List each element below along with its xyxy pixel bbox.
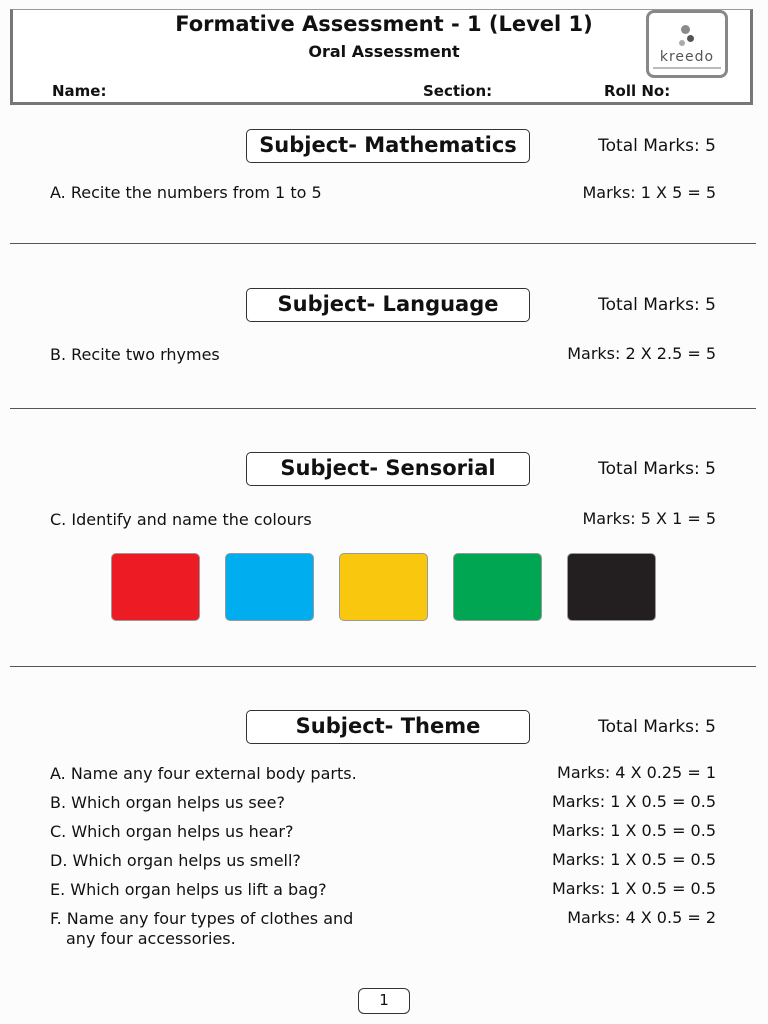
question-text: C. Identify and name the colours (50, 510, 312, 529)
question-marks: Marks: 4 X 0.25 = 1 (557, 763, 716, 782)
kreedo-logo (646, 10, 728, 78)
question-text: C. Which organ helps us hear? (50, 822, 294, 841)
red-swatch (111, 553, 200, 621)
question-text: F. Name any four types of clothes and (50, 909, 354, 928)
logo-tagline-mark (653, 67, 721, 69)
question-marks: Marks: 1 X 5 = 5 (582, 183, 716, 202)
name-label: Name: (52, 82, 107, 100)
question-marks: Marks: 1 X 0.5 = 0.5 (551, 879, 716, 898)
total-marks: Total Marks: 5 (598, 459, 716, 479)
question-text: B. Recite two rhymes (50, 345, 220, 364)
yellow-swatch (339, 553, 428, 621)
question-text: A. Recite the numbers from 1 to 5 (50, 183, 322, 202)
logo-wordmark: kreedo (659, 49, 715, 65)
question-text: E. Which organ helps us lift a bag? (50, 880, 327, 899)
total-marks: Total Marks: 5 (598, 136, 716, 156)
logo-dot-icon (681, 25, 690, 34)
page-number: 1 (358, 988, 410, 1014)
question-marks: Marks: 5 X 1 = 5 (582, 509, 716, 528)
question-marks: Marks: 2 X 2.5 = 5 (567, 344, 716, 363)
section-label: Section: (423, 82, 493, 100)
question-marks: Marks: 1 X 0.5 = 0.5 (551, 821, 716, 840)
question-text: A. Name any four external body parts. (50, 764, 357, 783)
subject-mathematics: Subject- Mathematics (246, 129, 530, 163)
question-text-continued: any four accessories. (66, 929, 236, 948)
blue-swatch (225, 553, 314, 621)
green-swatch (453, 553, 542, 621)
black-swatch (567, 553, 656, 621)
subject-language: Subject- Language (246, 288, 530, 322)
section-divider (10, 243, 756, 244)
subject-sensorial: Subject- Sensorial (246, 452, 530, 486)
page-subtitle: Oral Assessment (308, 42, 460, 61)
question-marks: Marks: 1 X 0.5 = 0.5 (551, 792, 716, 811)
page-title: Formative Assessment - 1 (Level 1) (175, 12, 593, 36)
section-divider (10, 666, 756, 667)
logo-dot-icon (679, 40, 685, 46)
total-marks: Total Marks: 5 (598, 717, 716, 737)
logo-dot-icon (687, 35, 694, 42)
question-marks: Marks: 4 X 0.5 = 2 (567, 908, 716, 927)
total-marks: Total Marks: 5 (598, 295, 716, 315)
roll-no-label: Roll No: (604, 82, 671, 100)
question-marks: Marks: 1 X 0.5 = 0.5 (551, 850, 716, 869)
question-text: D. Which organ helps us smell? (50, 851, 301, 870)
question-text: B. Which organ helps us see? (50, 793, 285, 812)
subject-theme: Subject- Theme (246, 710, 530, 744)
section-divider (10, 408, 756, 409)
